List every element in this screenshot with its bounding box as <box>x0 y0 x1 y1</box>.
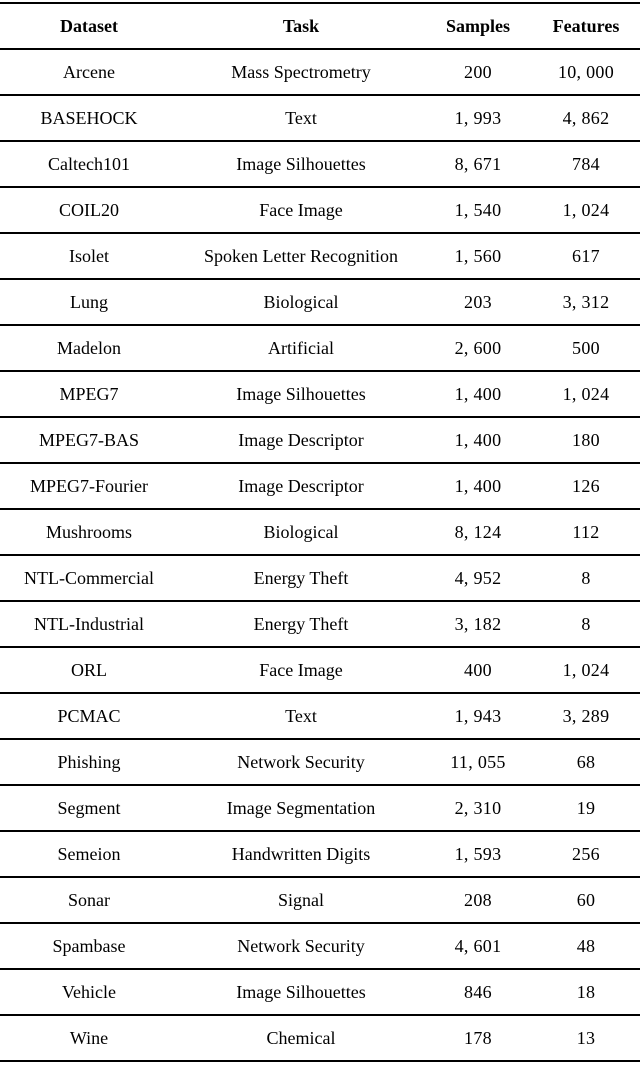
cell-task: Biological <box>263 291 339 312</box>
cell-dataset: NTL-Industrial <box>34 613 144 634</box>
cell-features: 500 <box>572 337 600 358</box>
cell-samples: 1, 400 <box>454 475 502 496</box>
cell-samples: 1, 540 <box>454 199 502 220</box>
cell-samples: 2, 310 <box>454 797 502 818</box>
cell-dataset: Sonar <box>68 889 110 910</box>
cell-features: 60 <box>576 889 596 910</box>
cell-samples: 1, 560 <box>454 245 502 266</box>
cell-task: Signal <box>277 889 324 910</box>
cell-dataset: PCMAC <box>57 705 121 726</box>
cell-dataset: Segment <box>57 797 121 818</box>
cell-samples: 4, 952 <box>454 567 502 588</box>
cell-task: Energy Theft <box>253 613 349 634</box>
table-row <box>0 969 640 1015</box>
cell-task: Face Image <box>259 199 343 220</box>
table-row <box>0 555 640 601</box>
table-row <box>0 187 640 233</box>
table-row <box>0 785 640 831</box>
table-row <box>0 693 640 739</box>
cell-features: 8 <box>581 613 591 634</box>
cell-features: 1, 024 <box>562 383 610 404</box>
cell-dataset: Mushrooms <box>45 521 132 542</box>
cell-dataset: Semeion <box>57 843 121 864</box>
cell-features: 10, 000 <box>557 61 615 82</box>
cell-dataset: Spambase <box>52 935 126 956</box>
table-row <box>0 325 640 371</box>
cell-samples: 1, 400 <box>454 429 502 450</box>
cell-dataset: Wine <box>69 1027 109 1048</box>
cell-dataset: Caltech101 <box>48 153 130 174</box>
cell-dataset: Vehicle <box>62 981 116 1002</box>
table-row <box>0 831 640 877</box>
table-row <box>0 877 640 923</box>
cell-samples: 2, 600 <box>454 337 502 358</box>
cell-task: Image Silhouettes <box>236 153 366 174</box>
cell-samples: 1, 993 <box>454 107 502 128</box>
cell-task: Image Descriptor <box>238 429 364 450</box>
cell-samples: 11, 055 <box>450 751 506 772</box>
cell-samples: 8, 671 <box>454 153 502 174</box>
cell-task: Chemical <box>266 1027 336 1048</box>
cell-features: 180 <box>572 429 600 450</box>
cell-task: Artificial <box>268 337 334 358</box>
cell-features: 1, 024 <box>562 199 610 220</box>
table-row <box>0 1015 640 1061</box>
cell-features: 13 <box>576 1027 596 1048</box>
cell-samples: 4, 601 <box>454 935 502 956</box>
cell-dataset: Isolet <box>69 245 109 266</box>
table-row <box>0 49 640 95</box>
header-task: Task <box>282 15 320 36</box>
cell-features: 3, 289 <box>562 705 610 726</box>
cell-dataset: COIL20 <box>59 199 119 220</box>
header-dataset: Dataset <box>60 15 118 36</box>
header-row <box>0 3 640 49</box>
cell-task: Biological <box>263 521 339 542</box>
cell-dataset: MPEG7-BAS <box>38 429 140 450</box>
cell-dataset: ORL <box>71 659 107 680</box>
cell-features: 1, 024 <box>562 659 610 680</box>
cell-samples: 178 <box>464 1027 492 1048</box>
cell-task: Image Descriptor <box>238 475 364 496</box>
datasets-table <box>0 2 640 1062</box>
cell-features: 18 <box>576 981 596 1002</box>
table-row <box>0 463 640 509</box>
cell-task: Image Segmentation <box>226 797 376 818</box>
cell-dataset: Arcene <box>63 61 115 82</box>
table-row <box>0 417 640 463</box>
cell-task: Energy Theft <box>253 567 349 588</box>
cell-dataset: Phishing <box>57 751 121 772</box>
table-body <box>0 49 640 1061</box>
cell-samples: 1, 593 <box>454 843 502 864</box>
cell-features: 112 <box>572 521 600 542</box>
table-row <box>0 647 640 693</box>
cell-samples: 400 <box>464 659 492 680</box>
cell-dataset: Madelon <box>57 337 121 358</box>
cell-features: 126 <box>572 475 600 496</box>
cell-samples: 203 <box>464 291 492 312</box>
cell-features: 19 <box>576 797 596 818</box>
cell-dataset: BASEHOCK <box>40 107 138 128</box>
cell-task: Image Silhouettes <box>236 383 366 404</box>
cell-features: 48 <box>576 935 596 956</box>
cell-features: 617 <box>572 245 600 266</box>
header-features: Features <box>552 15 620 36</box>
cell-samples: 1, 400 <box>454 383 502 404</box>
cell-dataset: MPEG7 <box>59 383 119 404</box>
table-row <box>0 601 640 647</box>
cell-task: Text <box>285 107 317 128</box>
table-row <box>0 739 640 785</box>
cell-task: Handwritten Digits <box>231 843 371 864</box>
table-row <box>0 95 640 141</box>
cell-features: 8 <box>581 567 591 588</box>
table-row <box>0 141 640 187</box>
cell-task: Network Security <box>237 751 365 772</box>
cell-task: Image Silhouettes <box>236 981 366 1002</box>
table-row <box>0 233 640 279</box>
cell-task: Text <box>285 705 317 726</box>
cell-dataset: Lung <box>70 291 108 312</box>
cell-samples: 200 <box>464 61 492 82</box>
table-row <box>0 509 640 555</box>
cell-features: 3, 312 <box>562 291 610 312</box>
cell-task: Face Image <box>259 659 343 680</box>
cell-task: Spoken Letter Recognition <box>204 245 398 266</box>
cell-dataset: NTL-Commercial <box>24 567 154 588</box>
cell-samples: 1, 943 <box>454 705 502 726</box>
header-samples: Samples <box>445 15 510 36</box>
cell-samples: 8, 124 <box>454 521 502 542</box>
table-row <box>0 371 640 417</box>
cell-samples: 3, 182 <box>454 613 502 634</box>
cell-features: 68 <box>576 751 596 772</box>
cell-features: 4, 862 <box>562 107 610 128</box>
cell-samples: 846 <box>464 981 492 1002</box>
table-row <box>0 279 640 325</box>
cell-features: 784 <box>572 153 600 174</box>
cell-dataset: MPEG7-Fourier <box>30 475 148 496</box>
table-row <box>0 923 640 969</box>
cell-task: Network Security <box>237 935 365 956</box>
cell-task: Mass Spectrometry <box>231 61 371 82</box>
cell-samples: 208 <box>464 889 492 910</box>
cell-features: 256 <box>572 843 600 864</box>
table-header <box>0 3 640 49</box>
